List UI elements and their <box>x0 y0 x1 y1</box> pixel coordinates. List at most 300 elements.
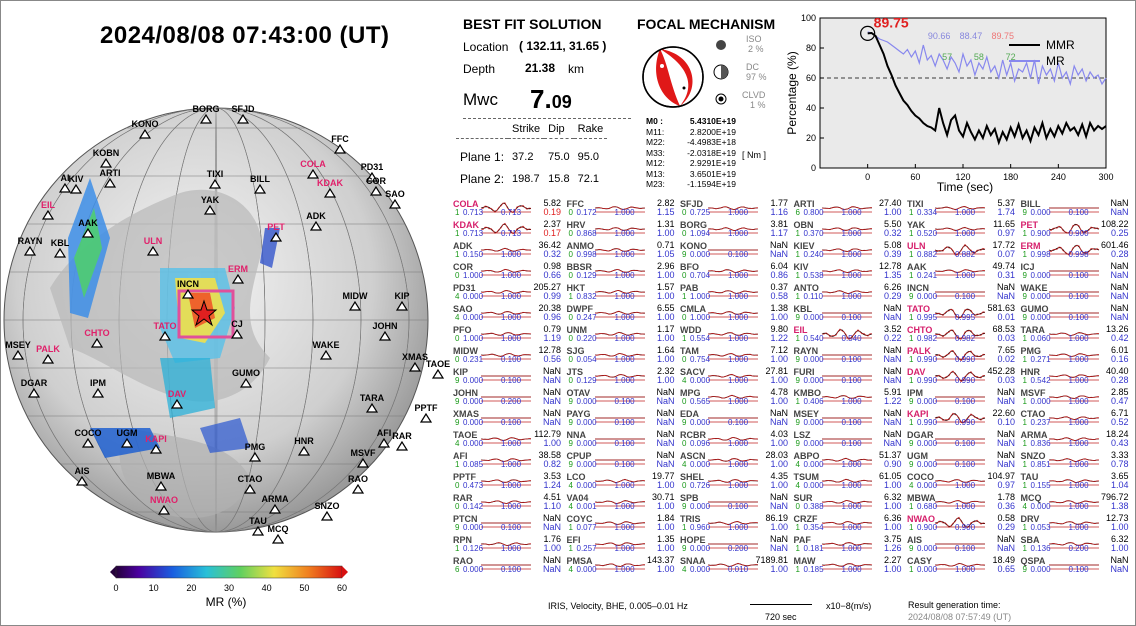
weight-value: 0.100 <box>501 565 522 574</box>
amplitude-value: 6.04 <box>770 261 788 271</box>
weight-value: 0.100 <box>841 439 862 448</box>
flag-value: 1 <box>909 376 914 385</box>
station-code: CMLA <box>680 304 706 314</box>
waveform-cell <box>1019 324 1131 345</box>
flag-value: 0 <box>568 250 573 259</box>
misfit-value: NaN <box>542 522 561 532</box>
weight-value: 1.000 <box>614 544 635 553</box>
ratio-value: 0.000 <box>917 439 938 448</box>
ratio-value: 0.725 <box>690 208 711 217</box>
amplitude-value: 40.40 <box>1105 366 1129 376</box>
amplitude-value: NaN <box>656 450 675 460</box>
waveform-cell <box>905 303 1017 324</box>
amplitude-value: 7.12 <box>770 345 788 355</box>
weight-value: 0.100 <box>841 355 862 364</box>
misfit-value: 1.00 <box>883 564 902 574</box>
flag-value: 4 <box>795 460 800 469</box>
amplitude-value: 6.55 <box>656 303 675 313</box>
amplitude-value: 6.71 <box>1110 408 1129 418</box>
station-label: UGM <box>116 428 138 438</box>
waveform-cell <box>678 387 790 408</box>
ratio-value: 0.473 <box>463 481 484 490</box>
ratio-value: 0.053 <box>1030 523 1051 532</box>
station-code: RAR <box>453 493 473 503</box>
station-code: WAKE <box>1020 283 1048 293</box>
misfit-value: 0.96 <box>543 312 561 322</box>
waveform-cell <box>451 303 563 324</box>
weight-value: 1.000 <box>614 208 635 217</box>
ratio-value: 0.155 <box>1030 481 1051 490</box>
weight-value: 1.000 <box>728 208 749 217</box>
weight-value: 1.000 <box>841 460 862 469</box>
weight-value: 1.000 <box>501 271 522 280</box>
station-code: PAF <box>793 535 811 545</box>
misfit-value: 0.56 <box>543 354 561 364</box>
misfit-value: 0.66 <box>543 270 561 280</box>
waveform-cell <box>678 282 790 303</box>
flag-value: 1 <box>795 523 800 532</box>
station-code: PMG <box>1020 346 1042 356</box>
station-code: SNAA <box>680 556 706 566</box>
station-code: HNR <box>1020 367 1040 377</box>
amplitude-value: NaN <box>542 408 561 418</box>
amplitude-value: NaN <box>542 366 561 376</box>
flag-value: 9 <box>909 544 914 553</box>
station-code: ASCN <box>680 451 706 461</box>
misfit-value: 1.00 <box>656 291 675 301</box>
ratio-value: 0.001 <box>576 502 597 511</box>
ratio-value: 0.136 <box>1030 544 1051 553</box>
station-code: LSZ <box>793 430 811 440</box>
waveform-cell <box>905 534 1017 555</box>
station-code: UGM <box>907 451 928 461</box>
flag-value: 1 <box>795 250 800 259</box>
best-fit-heading: BEST FIT SOLUTION <box>463 16 602 32</box>
weight-value: 1.000 <box>614 292 635 301</box>
weight-value: 0.100 <box>728 418 749 427</box>
amplitude-value: 1.31 <box>656 219 675 229</box>
flag-value: 0 <box>455 481 460 490</box>
colorbar-under-icon <box>110 566 116 578</box>
ratio-value: 0.257 <box>576 544 597 553</box>
ratio-value: 0.990 <box>917 376 938 385</box>
weight-value: 1.000 <box>614 313 635 322</box>
x-tick-label: 0 <box>865 172 871 182</box>
amplitude-value: 1.84 <box>656 513 675 523</box>
iso-value: 2 % <box>748 44 764 54</box>
waveform-cell <box>451 219 563 240</box>
misfit-value: 0.36 <box>997 501 1015 511</box>
weight-value: 1.000 <box>955 502 976 511</box>
weight-value: 1.000 <box>955 565 976 574</box>
station-code: CHTO <box>907 325 933 335</box>
station-label: XMAS <box>401 352 429 362</box>
weight-value: 1.000 <box>841 292 862 301</box>
weight-value: 0.713 <box>501 229 522 238</box>
amplitude-value: NaN <box>1110 303 1129 313</box>
x-tick-label: 60 <box>910 172 921 182</box>
station-code: SFJD <box>680 199 704 209</box>
misfit-value: 0.52 <box>1110 417 1129 427</box>
misfit-value: 0.90 <box>883 459 902 469</box>
amplitude-value: 581.63 <box>987 303 1015 313</box>
ratio-value: 0.000 <box>803 460 824 469</box>
station-label: PET <box>267 222 285 232</box>
amplitude-value: NaN <box>542 555 561 565</box>
flag-value: 1 <box>568 544 573 553</box>
weight-value: 1.000 <box>841 481 862 490</box>
amplitude-value: 7.65 <box>997 345 1015 355</box>
station-label: COLA <box>300 159 326 169</box>
ratio-value: 0.000 <box>576 439 597 448</box>
amplitude-value: 4.51 <box>543 492 561 502</box>
flag-value: 1 <box>1022 481 1027 490</box>
waveform-cell <box>792 198 904 219</box>
misfit-value: 1.16 <box>770 207 788 217</box>
amplitude-value: 3.81 <box>770 219 788 229</box>
station-label: ULN <box>143 236 163 246</box>
flag-value: 1 <box>1022 523 1027 532</box>
weight-value: 1.000 <box>614 250 635 259</box>
weight-value: 1.000 <box>841 523 862 532</box>
ratio-value: 0.000 <box>1030 313 1051 322</box>
flag-value: 0 <box>682 397 687 406</box>
ratio-value: 0.237 <box>1030 418 1051 427</box>
flag-value: 9 <box>909 460 914 469</box>
ratio-value: 0.000 <box>803 313 824 322</box>
amplitude-value: 143.37 <box>646 555 675 565</box>
ratio-value: 0.900 <box>917 523 938 532</box>
flag-value: 4 <box>568 481 573 490</box>
flag-value: 9 <box>795 313 800 322</box>
weight-value: 1.000 <box>1068 376 1089 385</box>
weight-value: 0.900 <box>1068 229 1089 238</box>
flag-value: 9 <box>682 418 687 427</box>
misfit-value: 0.58 <box>770 291 788 301</box>
amplitude-value: 19.77 <box>651 471 675 481</box>
misfit-value: 0.42 <box>1110 333 1129 343</box>
station-label: KOBN <box>92 148 120 158</box>
flag-value: 1 <box>795 229 800 238</box>
ratio-value: 0.247 <box>576 313 597 322</box>
weight-value: 1.000 <box>728 313 749 322</box>
dc-value: 97 % <box>746 72 767 82</box>
ratio-value: 0.960 <box>690 523 711 532</box>
amplitude-value: 2.85 <box>1110 387 1129 397</box>
waveform-cell <box>1019 534 1131 555</box>
station-label: KDAK <box>317 178 343 188</box>
waveform-cell <box>565 240 677 261</box>
scale-label: 720 sec <box>765 612 797 622</box>
flag-value: 9 <box>455 397 460 406</box>
misfit-value: 0.97 <box>997 480 1015 490</box>
weight-value: 1.000 <box>501 292 522 301</box>
station-label: TAOE <box>425 359 451 369</box>
weight-value: 1.000 <box>728 460 749 469</box>
weight-value: 1.000 <box>1068 355 1089 364</box>
weight-value: 1.000 <box>1068 523 1089 532</box>
waveform-cell <box>451 534 563 555</box>
weight-value: 0.100 <box>1068 565 1089 574</box>
waveform-cell <box>678 513 790 534</box>
ratio-value: 1.000 <box>690 292 711 301</box>
amplitude-value: 452.28 <box>987 366 1015 376</box>
ratio-value: 0.713 <box>463 208 484 217</box>
misfit-value: 1.26 <box>883 543 902 553</box>
waveform-cell <box>678 345 790 366</box>
col-rake: Rake <box>577 122 604 135</box>
flag-value: 0 <box>568 208 573 217</box>
weight-value: 1.000 <box>614 502 635 511</box>
station-code: NWAO <box>907 514 935 524</box>
amplitude-value: NaN <box>883 366 902 376</box>
dc-label: DC <box>746 62 759 72</box>
ratio-value: 0.110 <box>803 292 823 301</box>
ratio-value: 0.181 <box>803 544 824 553</box>
ratio-value: 0.540 <box>803 334 824 343</box>
mw-integer: 7. <box>530 84 552 114</box>
plane2-strike: 198.7 <box>512 173 540 185</box>
misfit-value: 1.00 <box>656 333 675 343</box>
waveform-cell <box>792 366 904 387</box>
station-label: WAKE <box>312 340 340 350</box>
ratio-value: 1.000 <box>463 334 484 343</box>
misfit-value: 1.10 <box>543 501 561 511</box>
flag-value: 9 <box>568 460 573 469</box>
flag-value: 0 <box>795 502 800 511</box>
weight-value: 1.000 <box>728 355 749 364</box>
station-code: AIS <box>907 535 923 545</box>
amplitude-value: 5.82 <box>543 198 561 208</box>
waveform-cell <box>678 261 790 282</box>
weight-value: 1.000 <box>501 460 522 469</box>
flag-value: 1 <box>795 292 800 301</box>
flag-value: 1 <box>1022 376 1027 385</box>
ratio-value: 0.982 <box>917 334 938 343</box>
misfit-value: 0.43 <box>1110 438 1129 448</box>
location-value: ( 132.11, 31.65 ) <box>519 39 607 53</box>
weight-value: 1.000 <box>841 250 862 259</box>
waveform-cell <box>1019 429 1131 450</box>
station-label: KIV <box>68 174 84 184</box>
station-code: RAYN <box>793 346 819 356</box>
station-label: AI <box>60 173 70 183</box>
waveform-cell <box>905 198 1017 219</box>
station-label: SNZO <box>314 501 340 511</box>
station-label: DAV <box>167 389 187 399</box>
station-code: FFC <box>566 199 584 209</box>
station-code: TIXI <box>907 199 924 209</box>
ratio-value: 0.704 <box>690 271 711 280</box>
station-code: KIV <box>793 262 809 272</box>
amplitude-value: 18.24 <box>1105 429 1129 439</box>
weight-value: 1.000 <box>1068 334 1089 343</box>
waveform-cell <box>565 303 677 324</box>
tensor-value: -2.0318E+19 <box>687 147 736 158</box>
amplitude-value: 6.36 <box>883 513 902 523</box>
amplitude-value: 4.03 <box>770 429 788 439</box>
waveform-cell <box>792 219 904 240</box>
tensor-key: M13: <box>646 168 665 179</box>
y-tick-label: 0 <box>810 163 816 173</box>
scale-bar <box>750 604 812 605</box>
ratio-value: 0.868 <box>576 229 597 238</box>
waveform-cell <box>792 492 904 513</box>
amplitude-value: 18.49 <box>992 555 1015 565</box>
amplitude-value: 2.27 <box>883 555 902 565</box>
misfit-value: 1.24 <box>543 480 561 490</box>
ratio-value: 0.000 <box>1030 292 1051 301</box>
tensor-value: -4.4983E+18 <box>687 137 736 147</box>
flag-value: 9 <box>455 523 460 532</box>
weight-value: 0.100 <box>1068 313 1089 322</box>
amplitude-value: 1.78 <box>997 492 1015 502</box>
station-code: DAV <box>907 367 926 377</box>
ratio-value: 0.836 <box>1030 439 1051 448</box>
station-label: RAYN <box>17 236 43 246</box>
clvd-ball-icon <box>714 92 728 106</box>
ratio-value: 0.129 <box>576 376 597 385</box>
flag-value: 4 <box>682 565 687 574</box>
amplitude-value: 17.72 <box>992 240 1015 250</box>
ratio-value: 0.800 <box>803 208 824 217</box>
waveform-cell <box>565 492 677 513</box>
station-label: AIS <box>74 466 90 476</box>
station-code: ULN <box>907 241 926 251</box>
waveform-cell <box>905 408 1017 429</box>
waveform-cell <box>451 408 563 429</box>
waveform-cell <box>451 387 563 408</box>
ratio-value: 0.538 <box>803 271 824 280</box>
station-code: SHEL <box>680 472 705 482</box>
flag-value: 0 <box>455 271 460 280</box>
waveform-cell <box>792 429 904 450</box>
waveform-cell <box>905 429 1017 450</box>
ratio-value: 0.185 <box>803 565 824 574</box>
flag-value: 9 <box>682 502 687 511</box>
amplitude-value: 51.37 <box>878 450 902 460</box>
flag-value: 4 <box>795 481 800 490</box>
station-code: GUMO <box>1020 304 1049 314</box>
misfit-value: 1.35 <box>883 270 902 280</box>
colorbar-tick-label: 0 <box>113 583 119 593</box>
waveform-cell <box>451 471 563 492</box>
misfit-value: 1.00 <box>770 354 788 364</box>
station-code: CRZF <box>793 514 818 524</box>
colorbar-tick-label: 40 <box>261 583 272 593</box>
misfit-value: NaN <box>883 354 902 364</box>
flag-value: 9 <box>1022 208 1027 217</box>
station-code: TATO <box>907 304 930 314</box>
station-label: PD31 <box>360 162 384 172</box>
station-code: TAM <box>680 346 699 356</box>
waveform-cell <box>451 450 563 471</box>
station-label: TATO <box>153 321 177 331</box>
weight-value: 0.100 <box>728 250 749 259</box>
amplitude-value: 4.78 <box>770 387 788 397</box>
waveform-cell <box>1019 198 1131 219</box>
waveform-cell <box>565 198 677 219</box>
weight-value: 1.000 <box>501 439 522 448</box>
flag-value: 9 <box>1022 271 1027 280</box>
waveform-cell <box>1019 366 1131 387</box>
flag-value: 0 <box>682 481 687 490</box>
ratio-value: 0.000 <box>576 481 597 490</box>
amplitude-value: 1.64 <box>656 345 675 355</box>
station-label: BILL <box>250 174 270 184</box>
station-code: SACV <box>680 367 706 377</box>
amplitude-value: NaN <box>656 408 675 418</box>
plane1-strike: 37.2 <box>512 151 534 163</box>
weight-value: 0.100 <box>955 460 976 469</box>
tensor-value: -1.1594E+19 <box>687 179 736 189</box>
misfit-value: NaN <box>656 396 675 406</box>
station-code: COCO <box>907 472 934 482</box>
flag-value: 4 <box>568 502 573 511</box>
mw-label: Mwc <box>463 90 498 109</box>
flag-value: 1 <box>682 523 687 532</box>
colorbar-label: MR (%) <box>205 595 247 609</box>
station-label: BORG <box>192 104 220 114</box>
waveform-cell <box>792 261 904 282</box>
station-code: DWPF <box>566 304 593 314</box>
station-label: TARA <box>359 393 385 403</box>
weight-value: 0.990 <box>955 355 976 364</box>
station-code: ERM <box>1020 241 1041 251</box>
colorbar-tick-label: 30 <box>223 583 235 593</box>
tensor-unit: [ Nm ] <box>742 150 766 160</box>
station-code: ARMA <box>1020 430 1048 440</box>
flag-value: 1 <box>909 313 914 322</box>
amplitude-value: NaN <box>1110 282 1129 292</box>
weight-value: 0.100 <box>1068 292 1089 301</box>
amplitude-value: 1.35 <box>656 534 675 544</box>
misfit-value: NaN <box>1110 564 1129 574</box>
station-label: RAR <box>392 431 412 441</box>
misfit-value: 1.22 <box>883 396 902 406</box>
flag-value: 1 <box>1022 397 1027 406</box>
tensor-value: 3.6501E+19 <box>689 168 736 179</box>
tensor-key: M0 : <box>646 116 663 126</box>
flag-value: 1 <box>1022 229 1027 238</box>
waveform-cell <box>1019 555 1131 576</box>
waveform-cell <box>792 240 904 261</box>
tensor-value: 5.4310E+19 <box>689 116 736 126</box>
amplitude-value: 0.98 <box>543 261 561 271</box>
x-tick-label: 180 <box>1003 172 1019 182</box>
station-code: TSUM <box>793 472 819 482</box>
waveform-cell <box>905 387 1017 408</box>
amplitude-value: 20.38 <box>538 303 561 313</box>
colorbar-ramp <box>116 566 342 578</box>
ratio-value: 0.520 <box>917 229 938 238</box>
flag-value: 0 <box>682 271 687 280</box>
flag-value: 0 <box>568 271 573 280</box>
ratio-value: 0.129 <box>576 271 597 280</box>
station-label: NWAO <box>150 495 178 505</box>
colorbar-tick-label: 50 <box>299 583 310 593</box>
flag-value: 1 <box>682 334 687 343</box>
flag-value: 4 <box>455 313 460 322</box>
misfit-value: 1.00 <box>770 522 788 532</box>
tensor-row <box>646 169 736 180</box>
misfit-value: 1.00 <box>543 438 561 448</box>
station-label: AFI <box>376 428 392 438</box>
flag-value: 1 <box>568 292 573 301</box>
weight-value: 1.000 <box>728 271 749 280</box>
waveform-cell <box>451 555 563 576</box>
station-code: ABPO <box>793 451 820 461</box>
